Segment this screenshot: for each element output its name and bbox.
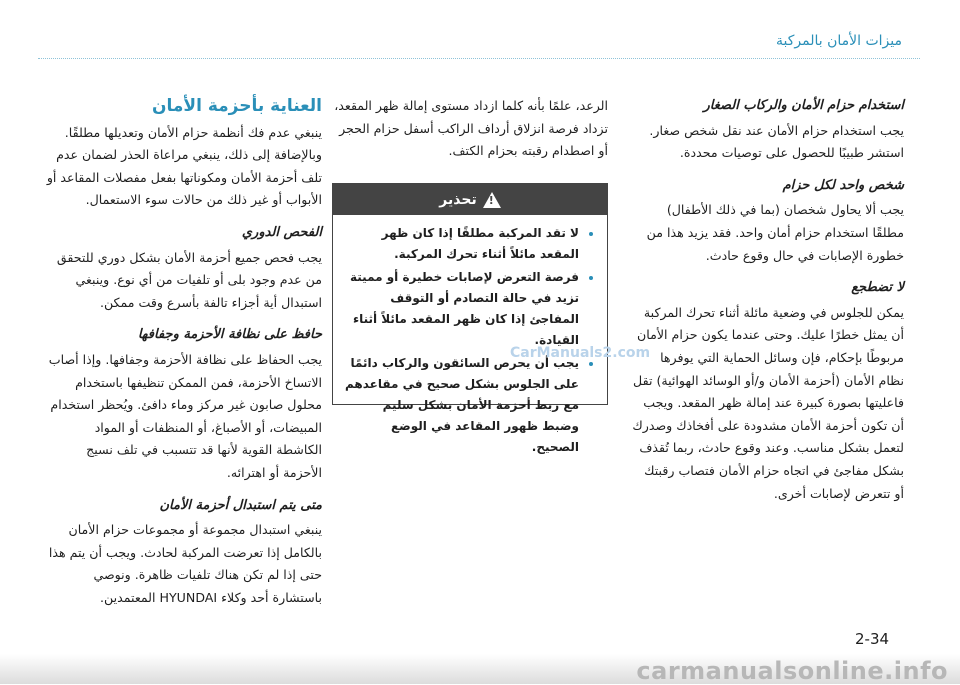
column-right [632,95,904,505]
section-title: لا تضطجع [851,280,904,296]
section-title: شخص واحد لكل حزام [782,177,904,193]
warning-label: تحذير [439,191,477,208]
intro-text: الرعد، علمًا بأنه كلما ازداد مستوى إمالة ظهر المقعد، تزداد فرصة انزلاق أرداف الراكب أسفل حزام الحجر أو اصطدام رقبته بحزام الكتف. [334,98,608,159]
column-left [46,95,322,609]
warning-header [333,184,607,215]
column-middle [334,95,608,163]
section-main-title: العناية بأحزمة الأمان [152,96,322,116]
section-text: يجب استخدام حزام الأمان عند نقل شخص صغار. استشر طبيبًا للحصول على توصيات محددة. [649,122,904,161]
warning-triangle-icon [483,192,501,208]
header-divider [38,58,920,59]
section-title: متى يتم استبدال أحزمة الأمان [159,497,322,513]
warning-box [332,183,608,454]
watermark-text: CarManuals2.com [510,345,651,361]
section-title: استخدام حزام الأمان والركاب الصغار [703,98,904,113]
page-number: 2-34 [855,630,890,648]
warning-list [345,223,593,458]
section-header-title: ميزات الأمان بالمركبة [776,33,902,49]
warning-item: • فرصة التعرض لإصابات خطيرة أو مميتة تزيد في حالة التصادم أو التوقف المفاجئ إذا كان ظهر المقعد مائلاً أثناء القيادة. [345,267,579,351]
section-text: يجب الحفاظ على نظافة الأحزمة وجفافها. وإذا أصاب الاتساخ الأحزمة، فمن الممكن تنظيفها باستخدام محلول صابون غير مركز وماء دافئ. ويُحظر استخدام المبيضات، أو الأصباغ، أو المنظفات أو المواد الكاشطة القوية لأنها قد تتسبب في تلف نسيج الأحزمة أو اهترائه. [48,351,322,480]
warning-item: • يجب أن يحرص السائقون والركاب دائمًا على الجلوس بشكل صحيح في مقاعدهم مع ربط أحزمة الأمان بشكل سليم وضبط ظهور المقاعد في الوضع الصحيح. [345,353,579,458]
section-text: يجب فحص جميع أحزمة الأمان بشكل دوري للتحقق من عدم وجود بلى أو تلفيات من أي نوع. وينبغي استبدال أية أجزاء تالفة بأسرع وقت ممكن. [56,249,322,310]
section-title: الفحص الدوري [241,224,322,240]
section-text: يمكن للجلوس في وضعية مائلة أثناء تحرك المركبة أن يمثل خطرًا عليك. وحتى عندما يكون حزام الأمان مربوطًا بإحكام، فإن وسائل الحماية التي يوفرها نظام الأمان (أحزمة الأمان و/أو الوسائد الهوائية) تقل فاعليتها بصورة كبيرة عند إمالة ظهر المقعد. ويجب أن تكون أحزمة الأمان مشدودة على أفخاذك وصدرك لتعمل بشكل مناسب. وعند وقوع حادث، ربما تُقذف بشكل مفاجئ في اتجاه حزام الأمان فتصاب رقبتك أو تتعرض لإصابات أخرى. [632,304,904,501]
section-text: يجب ألا يحاول شخصان (بما في ذلك الأطفال) مطلقًا استخدام حزام أمان واحد. فقد يزيد هذا من خطورة الإصابات في حال وقوع حادث. [646,202,904,263]
footer-site-text: carmanualsonline.info [636,657,948,685]
section-title: حافظ على نظافة الأحزمة وجفافها [137,327,322,343]
intro-text: ينبغي عدم فك أنظمة حزام الأمان وتعديلها مطلقًا. وبالإضافة إلى ذلك، ينبغي مراعاة الحذر لضمان عدم تلف أحزمة الأمان ومكوناتها بفعل مفصلات المقاعد أو الأبواب أو غير ذلك من حالات سوء الاستعمال. [46,124,322,208]
warning-item: • لا تقد المركبة مطلقًا إذا كان ظهر المقعد مائلاً أثناء تحرك المركبة. [345,223,579,265]
section-text: ينبغي استبدال مجموعة أو مجموعات حزام الأمان بالكامل إذا تعرضت المركبة لحادث. ويجب أن يتم هذا حتى إذا لم تكن هناك تلفيات ظاهرة. ونوصي باستشارة أحد وكلاء HYUNDAI المعتمدين. [48,522,322,605]
